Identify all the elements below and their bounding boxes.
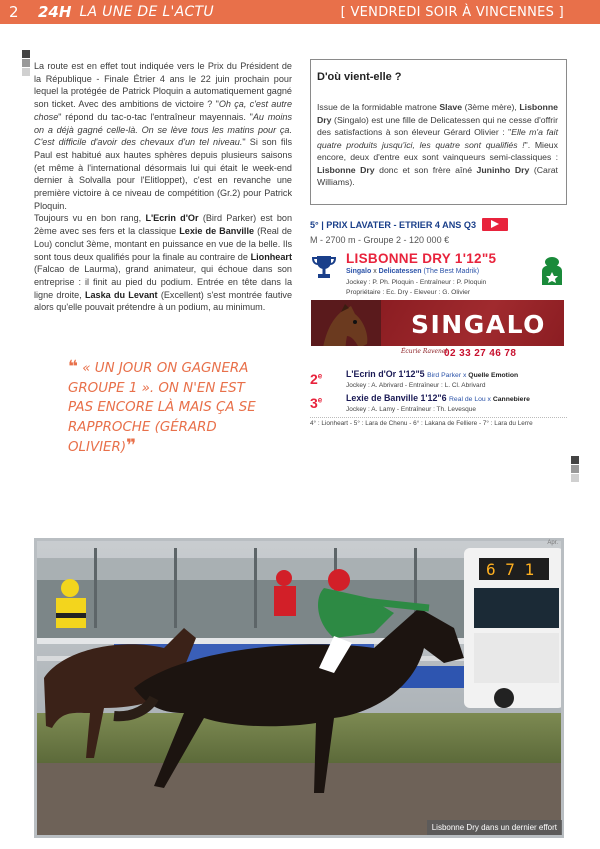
race-result [310,218,567,299]
text: (Bird Parker) est bon 2ème avec ses fers et la classique [34,213,293,237]
stallion-ad-banner[interactable] [311,300,564,362]
text: (Singalo) est une fille de Delicatessen qui ne cesse d'offrir des satisfactions à son éleveur Gérard Olivier : " [317,114,558,137]
info-box-title: D'où vient-elle ? [317,71,402,83]
section-title: LA UNE DE L'ACTU [79,4,214,20]
square-mid [571,465,579,473]
square-light [571,474,579,482]
separator: x [461,372,469,379]
rank-suffix: e [317,395,323,405]
horse-name: Lisbonne Dry [317,102,558,125]
square-dark [571,456,579,464]
race-photo-illustration [34,538,564,838]
text: (Real de Lou) conclut 3ème, montant en puissance en vue de la belle. Ils sont tous deux qualifiés pour la finale au contraire de [34,226,292,262]
place-third [310,393,567,417]
horse-name: Laska du Levant [84,289,158,300]
place-second [310,369,567,393]
quote-inline: Au moins on a déjà gagné celle-là. On se lève tous les matins pour ça. C'est difficile d'avoir des chevaux d'un tel niveau. [34,111,292,148]
publication-logo: 24H [38,3,72,21]
square-dark [22,50,30,58]
winner-block [310,251,567,299]
separator: x [371,268,379,275]
connections: Jockey : A. Lamy - Entraîneur : Th. Levesque [346,406,476,413]
square-mid [22,59,30,67]
dam: Quelle Emotion [468,372,519,379]
info-box [310,59,567,205]
text: " Si son fils Paul est habitué aux hautes sphères depuis plusieurs saisons (et même à l'international désormais lui qui était le week-end dernier à Solvalla pour l'Elitloppet), c'est en revanche une première victoire à ce niveau de compétition (Gr.2) pour Patrick Ploquin. [34,137,293,211]
photo-credit: Apr. [547,540,558,546]
rank-digit: 2 [310,371,318,387]
other-finishers: 4° : Lionheart - 5° : Lara de Chenu - 6° : Lakana de Felliere - 7° : Lara du Lerre [310,417,567,427]
banner-tagline: Écurie Ravenel [401,348,448,355]
damsire: (The Best Madrik) [423,268,480,275]
rank-digit: 3 [310,395,318,411]
separator: x [485,396,493,403]
text: Issue de la formidable matrone [317,102,440,112]
text: donc et son frère aîné [374,164,477,175]
section-subtitle: [ VENDREDI SOIR À VINCENNES ] [340,4,564,20]
sire: Real de Lou [449,396,486,403]
decorative-squares-right [571,456,579,482]
horse-name: Slave [439,102,463,112]
horse-name: Lionheart [250,251,292,262]
horse-name: Lexie de Banville 1'12"6 [346,393,447,403]
text: ". Mieux encore, deux d'entre eux sont vainqueurs semi-classiques : [317,139,558,162]
close-quote-icon: ❞ [126,436,137,456]
horse-name: Juninho Dry [476,164,530,175]
trophy-icon [310,253,338,281]
text: (Excellent) s'est montrée fautive alors qu'elle pouvait prétendre à un podium, au minimum. [34,289,292,313]
text: (Carat Williams). [317,164,558,187]
race-conditions: M - 2700 m - Groupe 2 - 120 000 € [310,235,450,245]
banner-brand: SINGALO [411,310,546,339]
pull-quote-text: « UN JOUR ON GAGNERA GROUPE 1 ». ON N'EN EST PAS ENCORE LÀ MAIS ÇA SE RAPPROCHE (GÉRARD OLIVIER) [68,361,256,455]
info-box-text [317,101,558,189]
winner-owner: Propriétaire : Ec. Dry - Eleveur : G. Olivier [346,289,471,296]
article-body [34,60,292,314]
page-header [0,0,600,24]
connections: Jockey : A. Abrivard - Entraîneur : L. Cl. Abrivard [346,382,486,389]
rank-number [310,395,322,411]
article-paragraph-1 [34,60,292,212]
horse-line [346,393,530,403]
quote-inline: Elle m'a fait quatre produits jusqu'ici, les quatre sont qualifiés ! [317,127,558,150]
winner-name: LISBONNE DRY 1'12"5 [346,251,497,266]
horse-line [346,369,518,379]
tote-board-digits: 6 7 1 [486,560,535,579]
horse-name: L'Ecrin d'Or [145,213,199,224]
winner-pedigree [346,268,479,275]
pull-quote [68,358,270,458]
horse-name: Lisbonne Dry [317,164,375,175]
text: (3ème mère), [462,102,520,112]
text: (Falcao de Laurma), grand animateur, qui échoue dans son entreprise : il finit au pied du podium. Entrée en tête dans la ligne droite, [34,264,292,300]
play-video-icon[interactable] [482,218,508,231]
text: " répond du tac-o-tac l'entraîneur mayennais. " [58,111,253,122]
banner-phone[interactable]: 02 33 27 46 78 [444,348,517,359]
open-quote-icon: ❝ [68,357,78,377]
rank-number [310,371,322,387]
horse-name: Lexie de Banville [179,226,255,237]
winner-connections: Jockey : P. Ph. Ploquin - Entraîneur : P. Ploquin [346,279,487,286]
square-light [22,68,30,76]
dam: Cannebiere [492,396,530,403]
quote-inline: Oh ça, c'est autre chose [34,99,293,122]
page-number: 2 [9,3,19,21]
race-title-text: 5° | PRIX LAVATER - ETRIER 4 ANS Q3 [310,219,477,230]
text: La route est en effet tout indiquée vers le Prix du Président de la République - Finale Étrier 4 ans le 22 juin prochain pour lequel la protégée de Patrick Ploquin a automatiquement gagné son ticket. Avec des ambitions de victoire ? " [34,61,292,110]
dam: Delicatessen [378,268,422,275]
text: Toujours vu en bon rang, [34,213,146,224]
jockey-silks-icon [539,255,565,289]
sire: Bird Parker [427,372,462,379]
decorative-squares-top [22,50,30,76]
article-paragraph-2 [34,212,292,314]
horse-name: L'Ecrin d'Or 1'12"5 [346,369,425,379]
race-title [310,218,567,231]
photo-caption: Lisbonne Dry dans un dernier effort [427,820,562,835]
sire: Singalo [346,268,372,275]
race-photo [34,538,564,838]
rank-suffix: e [317,371,323,381]
